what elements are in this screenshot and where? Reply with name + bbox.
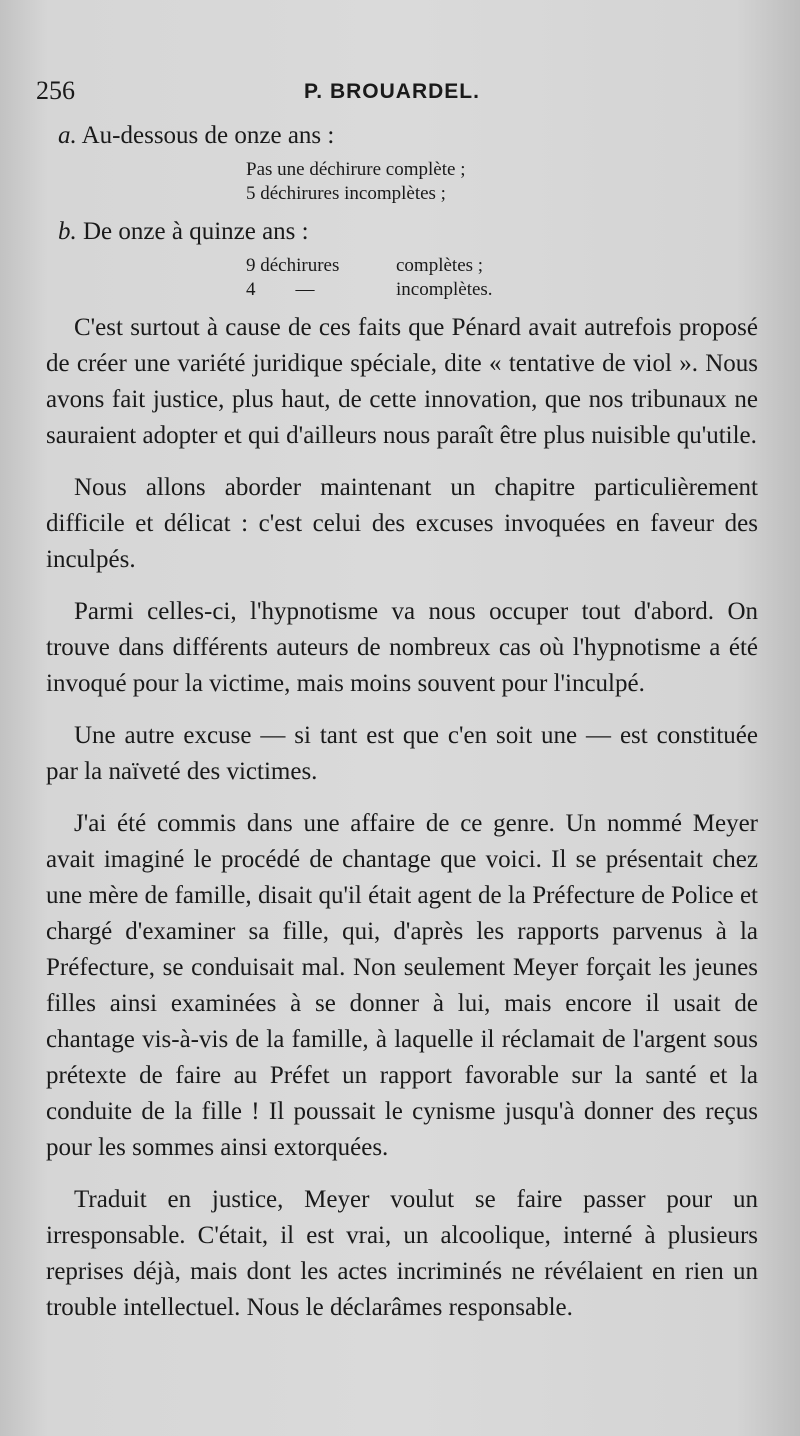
- paragraph: Traduit en justice, Meyer voulut se faire passer pour un irresponsable. C'était, il est vrai, un alcoolique, interné à plusieurs reprises déjà, mais dont les actes incriminés ne révélaient en rien un trouble intellectuel. Nous le déclarâmes responsable.: [46, 1186, 758, 1321]
- section-a-letter: a.: [58, 122, 77, 149]
- section-b-stats: [246, 254, 758, 302]
- section-b-title: De onze à quinze ans :: [83, 218, 309, 245]
- paragraph: C'est surtout à cause de ces faits que Pénard avait autrefois proposé de créer une variété juridique spéciale, dite « tentative de viol ». Nous avons fait justice, plus haut, de cette innovation, que nos tribunaux ne sauraient adopter et qui d'ailleurs nous paraît être plus nuisible qu'utile.: [46, 314, 758, 449]
- paragraph: Une autre excuse — si tant est que c'en soit une — est constituée par la naïveté des victimes.: [46, 722, 758, 785]
- section-a-stats: [246, 158, 758, 206]
- ditto-dash: —: [295, 279, 315, 300]
- page-header: [36, 76, 756, 110]
- section-a-heading: [58, 118, 758, 154]
- body-text: [46, 118, 758, 1326]
- section-a-title: Au-dessous de onze ans :: [81, 122, 335, 149]
- stat-count: 9 déchirures: [246, 255, 340, 276]
- stat-line: 5 déchirures incomplètes ;: [246, 183, 446, 204]
- paragraph: Nous allons aborder maintenant un chapitre particulièrement difficile et délicat : c'est celui des excuses invoquées en faveur des inculpés.: [46, 474, 758, 573]
- section-b-letter: b.: [58, 218, 77, 245]
- paragraph: Parmi celles-ci, l'hypnotisme va nous occuper tout d'abord. On trouve dans différents auteurs de nombreux cas où l'hypnotisme a été invoqué pour la victime, mais moins souvent pour l'inculpé.: [46, 598, 758, 697]
- stat-number: 4: [246, 279, 256, 300]
- stat-count: [246, 278, 396, 302]
- stat-type: incomplètes.: [396, 279, 493, 300]
- paragraph: J'ai été commis dans une affaire de ce genre. Un nommé Meyer avait imaginé le procédé de chantage que voici. Il se présentait chez une mère de famille, disait qu'il était agent de la Préfecture de Police et chargé d'examiner sa fille, qui, d'après les rapports parvenus à la Préfecture, se conduisait mal. Non seulement Meyer forçait les jeunes filles ainsi examinées à se donner à lui, mais encore il usait de chantage vis-à-vis de la famille, à laquelle il réclamait de l'argent sous prétexte de faire au Préfet un rapport favorable sur la santé et la conduite de la fille ! Il poussait le cynisme jusqu'à donner des reçus pour les sommes ainsi extorquées.: [46, 810, 758, 1161]
- section-b-heading: [58, 214, 758, 250]
- stat-line: Pas une déchirure complète ;: [246, 159, 466, 180]
- page-number: 256: [36, 76, 75, 105]
- running-head: P. BROUARDEL.: [304, 80, 480, 103]
- stat-type: complètes ;: [396, 255, 484, 276]
